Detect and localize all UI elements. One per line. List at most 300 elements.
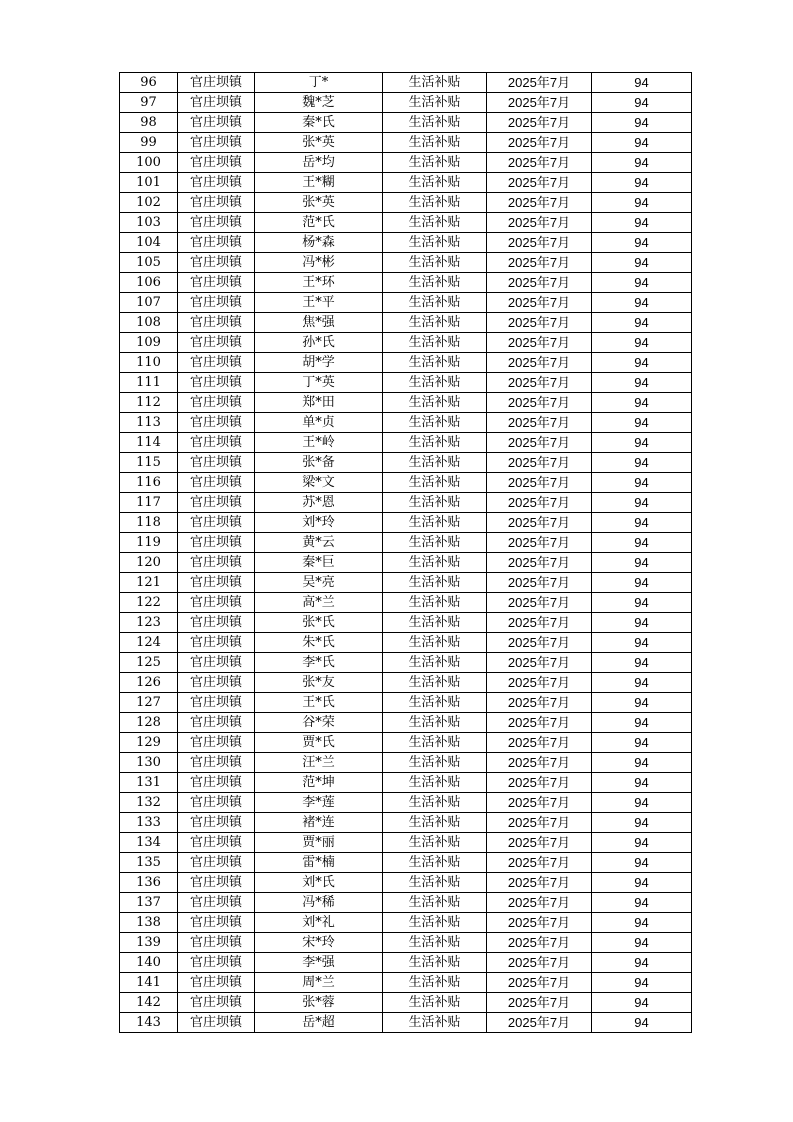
town-cell: 官庄坝镇 (178, 573, 255, 593)
month-cell: 2025年7月 (487, 353, 592, 373)
row-number-cell: 102 (120, 193, 178, 213)
table-row (120, 713, 692, 733)
person-name-cell: 单*贞 (255, 413, 383, 433)
subsidy-type-cell: 生活补贴 (383, 733, 487, 753)
amount-cell: 94 (592, 973, 692, 993)
row-number-cell: 115 (120, 453, 178, 473)
person-name-cell: 冯*彬 (255, 253, 383, 273)
month-cell: 2025年7月 (487, 553, 592, 573)
subsidy-type-cell: 生活补贴 (383, 313, 487, 333)
town-cell: 官庄坝镇 (178, 413, 255, 433)
person-name-cell: 张*氏 (255, 613, 383, 633)
amount-cell: 94 (592, 413, 692, 433)
month-cell: 2025年7月 (487, 413, 592, 433)
town-cell: 官庄坝镇 (178, 73, 255, 93)
amount-cell: 94 (592, 653, 692, 673)
row-number-cell: 133 (120, 813, 178, 833)
town-cell: 官庄坝镇 (178, 1013, 255, 1033)
amount-cell: 94 (592, 493, 692, 513)
row-number-cell: 96 (120, 73, 178, 93)
town-cell: 官庄坝镇 (178, 93, 255, 113)
town-cell: 官庄坝镇 (178, 133, 255, 153)
amount-cell: 94 (592, 613, 692, 633)
subsidy-type-cell: 生活补贴 (383, 153, 487, 173)
subsidy-type-cell: 生活补贴 (383, 653, 487, 673)
row-number-cell: 123 (120, 613, 178, 633)
month-cell: 2025年7月 (487, 953, 592, 973)
month-cell: 2025年7月 (487, 833, 592, 853)
subsidy-type-cell: 生活补贴 (383, 633, 487, 653)
amount-cell: 94 (592, 153, 692, 173)
month-cell: 2025年7月 (487, 913, 592, 933)
month-cell: 2025年7月 (487, 453, 592, 473)
town-cell: 官庄坝镇 (178, 873, 255, 893)
person-name-cell: 苏*恩 (255, 493, 383, 513)
subsidy-type-cell: 生活补贴 (383, 93, 487, 113)
town-cell: 官庄坝镇 (178, 553, 255, 573)
table-row (120, 873, 692, 893)
row-number-cell: 142 (120, 993, 178, 1013)
amount-cell: 94 (592, 333, 692, 353)
month-cell: 2025年7月 (487, 853, 592, 873)
table-row (120, 373, 692, 393)
subsidy-type-cell: 生活补贴 (383, 533, 487, 553)
amount-cell: 94 (592, 433, 692, 453)
person-name-cell: 褚*连 (255, 813, 383, 833)
row-number-cell: 114 (120, 433, 178, 453)
town-cell: 官庄坝镇 (178, 833, 255, 853)
subsidy-type-cell: 生活补贴 (383, 613, 487, 633)
town-cell: 官庄坝镇 (178, 673, 255, 693)
table-row (120, 253, 692, 273)
row-number-cell: 106 (120, 273, 178, 293)
subsidy-type-cell: 生活补贴 (383, 893, 487, 913)
town-cell: 官庄坝镇 (178, 733, 255, 753)
town-cell: 官庄坝镇 (178, 893, 255, 913)
person-name-cell: 王*环 (255, 273, 383, 293)
month-cell: 2025年7月 (487, 633, 592, 653)
table-row (120, 833, 692, 853)
person-name-cell: 高*兰 (255, 593, 383, 613)
month-cell: 2025年7月 (487, 533, 592, 553)
person-name-cell: 梁*文 (255, 473, 383, 493)
amount-cell: 94 (592, 73, 692, 93)
month-cell: 2025年7月 (487, 713, 592, 733)
person-name-cell: 宋*玲 (255, 933, 383, 953)
person-name-cell: 汪*兰 (255, 753, 383, 773)
row-number-cell: 128 (120, 713, 178, 733)
table-row (120, 273, 692, 293)
subsidy-type-cell: 生活补贴 (383, 853, 487, 873)
person-name-cell: 王*平 (255, 293, 383, 313)
subsidy-type-cell: 生活补贴 (383, 673, 487, 693)
person-name-cell: 孙*氏 (255, 333, 383, 353)
table-row (120, 493, 692, 513)
town-cell: 官庄坝镇 (178, 233, 255, 253)
table-row (120, 733, 692, 753)
table-row (120, 233, 692, 253)
table-row (120, 633, 692, 653)
subsidy-type-cell: 生活补贴 (383, 193, 487, 213)
subsidy-type-cell: 生活补贴 (383, 73, 487, 93)
month-cell: 2025年7月 (487, 773, 592, 793)
person-name-cell: 雷*楠 (255, 853, 383, 873)
subsidy-type-cell: 生活补贴 (383, 693, 487, 713)
row-number-cell: 125 (120, 653, 178, 673)
town-cell: 官庄坝镇 (178, 193, 255, 213)
row-number-cell: 98 (120, 113, 178, 133)
table-row (120, 793, 692, 813)
month-cell: 2025年7月 (487, 333, 592, 353)
town-cell: 官庄坝镇 (178, 693, 255, 713)
person-name-cell: 刘*礼 (255, 913, 383, 933)
table-row (120, 913, 692, 933)
table-row (120, 133, 692, 153)
subsidy-type-cell: 生活补贴 (383, 713, 487, 733)
subsidy-table (119, 72, 692, 1033)
table-row (120, 173, 692, 193)
person-name-cell: 范*坤 (255, 773, 383, 793)
table-row (120, 413, 692, 433)
month-cell: 2025年7月 (487, 233, 592, 253)
row-number-cell: 101 (120, 173, 178, 193)
amount-cell: 94 (592, 93, 692, 113)
month-cell: 2025年7月 (487, 1013, 592, 1033)
row-number-cell: 134 (120, 833, 178, 853)
person-name-cell: 周*兰 (255, 973, 383, 993)
month-cell: 2025年7月 (487, 933, 592, 953)
month-cell: 2025年7月 (487, 273, 592, 293)
month-cell: 2025年7月 (487, 573, 592, 593)
amount-cell: 94 (592, 793, 692, 813)
row-number-cell: 104 (120, 233, 178, 253)
table-row (120, 973, 692, 993)
subsidy-type-cell: 生活补贴 (383, 293, 487, 313)
table-row (120, 653, 692, 673)
row-number-cell: 135 (120, 853, 178, 873)
subsidy-type-cell: 生活补贴 (383, 953, 487, 973)
table-row (120, 573, 692, 593)
table-row (120, 933, 692, 953)
town-cell: 官庄坝镇 (178, 593, 255, 613)
row-number-cell: 117 (120, 493, 178, 513)
amount-cell: 94 (592, 993, 692, 1013)
amount-cell: 94 (592, 313, 692, 333)
amount-cell: 94 (592, 533, 692, 553)
amount-cell: 94 (592, 933, 692, 953)
town-cell: 官庄坝镇 (178, 493, 255, 513)
town-cell: 官庄坝镇 (178, 113, 255, 133)
table-row (120, 693, 692, 713)
month-cell: 2025年7月 (487, 793, 592, 813)
table-row (120, 213, 692, 233)
amount-cell: 94 (592, 273, 692, 293)
amount-cell: 94 (592, 113, 692, 133)
person-name-cell: 刘*玲 (255, 513, 383, 533)
row-number-cell: 141 (120, 973, 178, 993)
row-number-cell: 143 (120, 1013, 178, 1033)
person-name-cell: 贾*氏 (255, 733, 383, 753)
amount-cell: 94 (592, 713, 692, 733)
row-number-cell: 108 (120, 313, 178, 333)
amount-cell: 94 (592, 773, 692, 793)
town-cell: 官庄坝镇 (178, 993, 255, 1013)
table-row (120, 853, 692, 873)
town-cell: 官庄坝镇 (178, 173, 255, 193)
town-cell: 官庄坝镇 (178, 393, 255, 413)
subsidy-type-cell: 生活补贴 (383, 1013, 487, 1033)
table-row (120, 93, 692, 113)
row-number-cell: 103 (120, 213, 178, 233)
town-cell: 官庄坝镇 (178, 433, 255, 453)
month-cell: 2025年7月 (487, 73, 592, 93)
person-name-cell: 焦*强 (255, 313, 383, 333)
row-number-cell: 118 (120, 513, 178, 533)
amount-cell: 94 (592, 133, 692, 153)
person-name-cell: 吴*亮 (255, 573, 383, 593)
amount-cell: 94 (592, 253, 692, 273)
month-cell: 2025年7月 (487, 893, 592, 913)
month-cell: 2025年7月 (487, 873, 592, 893)
person-name-cell: 黄*云 (255, 533, 383, 553)
row-number-cell: 137 (120, 893, 178, 913)
amount-cell: 94 (592, 293, 692, 313)
town-cell: 官庄坝镇 (178, 453, 255, 473)
person-name-cell: 谷*荣 (255, 713, 383, 733)
amount-cell: 94 (592, 633, 692, 653)
person-name-cell: 张*备 (255, 453, 383, 473)
amount-cell: 94 (592, 733, 692, 753)
subsidy-type-cell: 生活补贴 (383, 933, 487, 953)
amount-cell: 94 (592, 233, 692, 253)
subsidy-type-cell: 生活补贴 (383, 753, 487, 773)
town-cell: 官庄坝镇 (178, 273, 255, 293)
month-cell: 2025年7月 (487, 193, 592, 213)
amount-cell: 94 (592, 193, 692, 213)
row-number-cell: 126 (120, 673, 178, 693)
month-cell: 2025年7月 (487, 133, 592, 153)
subsidy-type-cell: 生活补贴 (383, 253, 487, 273)
month-cell: 2025年7月 (487, 473, 592, 493)
row-number-cell: 138 (120, 913, 178, 933)
person-name-cell: 张*友 (255, 673, 383, 693)
town-cell: 官庄坝镇 (178, 633, 255, 653)
month-cell: 2025年7月 (487, 693, 592, 713)
amount-cell: 94 (592, 353, 692, 373)
town-cell: 官庄坝镇 (178, 513, 255, 533)
table-row (120, 553, 692, 573)
month-cell: 2025年7月 (487, 433, 592, 453)
month-cell: 2025年7月 (487, 173, 592, 193)
table-row (120, 313, 692, 333)
person-name-cell: 魏*芝 (255, 93, 383, 113)
town-cell: 官庄坝镇 (178, 933, 255, 953)
person-name-cell: 张*英 (255, 133, 383, 153)
table-row (120, 393, 692, 413)
person-name-cell: 刘*氏 (255, 873, 383, 893)
month-cell: 2025年7月 (487, 753, 592, 773)
town-cell: 官庄坝镇 (178, 793, 255, 813)
person-name-cell: 范*氏 (255, 213, 383, 233)
month-cell: 2025年7月 (487, 253, 592, 273)
person-name-cell: 朱*氏 (255, 633, 383, 653)
town-cell: 官庄坝镇 (178, 973, 255, 993)
person-name-cell: 秦*巨 (255, 553, 383, 573)
amount-cell: 94 (592, 573, 692, 593)
town-cell: 官庄坝镇 (178, 473, 255, 493)
month-cell: 2025年7月 (487, 813, 592, 833)
town-cell: 官庄坝镇 (178, 913, 255, 933)
amount-cell: 94 (592, 893, 692, 913)
subsidy-type-cell: 生活补贴 (383, 593, 487, 613)
amount-cell: 94 (592, 813, 692, 833)
month-cell: 2025年7月 (487, 653, 592, 673)
subsidy-type-cell: 生活补贴 (383, 133, 487, 153)
table-row (120, 953, 692, 973)
table-row (120, 153, 692, 173)
subsidy-type-cell: 生活补贴 (383, 333, 487, 353)
town-cell: 官庄坝镇 (178, 773, 255, 793)
subsidy-type-cell: 生活补贴 (383, 213, 487, 233)
row-number-cell: 131 (120, 773, 178, 793)
row-number-cell: 140 (120, 953, 178, 973)
person-name-cell: 杨*森 (255, 233, 383, 253)
person-name-cell: 丁* (255, 73, 383, 93)
month-cell: 2025年7月 (487, 993, 592, 1013)
amount-cell: 94 (592, 1013, 692, 1033)
table-row (120, 993, 692, 1013)
table-row (120, 1013, 692, 1033)
subsidy-type-cell: 生活补贴 (383, 233, 487, 253)
amount-cell: 94 (592, 753, 692, 773)
amount-cell: 94 (592, 373, 692, 393)
subsidy-type-cell: 生活补贴 (383, 413, 487, 433)
month-cell: 2025年7月 (487, 493, 592, 513)
subsidy-type-cell: 生活补贴 (383, 493, 487, 513)
table-row (120, 673, 692, 693)
subsidy-type-cell: 生活补贴 (383, 273, 487, 293)
subsidy-type-cell: 生活补贴 (383, 813, 487, 833)
subsidy-type-cell: 生活补贴 (383, 453, 487, 473)
table-row (120, 533, 692, 553)
amount-cell: 94 (592, 553, 692, 573)
town-cell: 官庄坝镇 (178, 853, 255, 873)
person-name-cell: 李*强 (255, 953, 383, 973)
row-number-cell: 120 (120, 553, 178, 573)
person-name-cell: 贾*丽 (255, 833, 383, 853)
row-number-cell: 113 (120, 413, 178, 433)
table-row (120, 613, 692, 633)
town-cell: 官庄坝镇 (178, 153, 255, 173)
table-row (120, 333, 692, 353)
month-cell: 2025年7月 (487, 293, 592, 313)
table-row (120, 753, 692, 773)
row-number-cell: 124 (120, 633, 178, 653)
person-name-cell: 岳*超 (255, 1013, 383, 1033)
person-name-cell: 岳*均 (255, 153, 383, 173)
town-cell: 官庄坝镇 (178, 293, 255, 313)
table-row (120, 73, 692, 93)
row-number-cell: 116 (120, 473, 178, 493)
table-row (120, 353, 692, 373)
month-cell: 2025年7月 (487, 373, 592, 393)
row-number-cell: 127 (120, 693, 178, 713)
month-cell: 2025年7月 (487, 113, 592, 133)
table-row (120, 293, 692, 313)
person-name-cell: 王*糊 (255, 173, 383, 193)
row-number-cell: 109 (120, 333, 178, 353)
table-row (120, 893, 692, 913)
town-cell: 官庄坝镇 (178, 953, 255, 973)
month-cell: 2025年7月 (487, 93, 592, 113)
person-name-cell: 王*氏 (255, 693, 383, 713)
month-cell: 2025年7月 (487, 613, 592, 633)
amount-cell: 94 (592, 393, 692, 413)
month-cell: 2025年7月 (487, 673, 592, 693)
town-cell: 官庄坝镇 (178, 533, 255, 553)
table-body (120, 73, 692, 1033)
person-name-cell: 丁*英 (255, 373, 383, 393)
subsidy-type-cell: 生活补贴 (383, 553, 487, 573)
subsidy-type-cell: 生活补贴 (383, 833, 487, 853)
subsidy-type-cell: 生活补贴 (383, 793, 487, 813)
subsidy-type-cell: 生活补贴 (383, 513, 487, 533)
person-name-cell: 张*蓉 (255, 993, 383, 1013)
subsidy-type-cell: 生活补贴 (383, 393, 487, 413)
amount-cell: 94 (592, 873, 692, 893)
amount-cell: 94 (592, 693, 692, 713)
amount-cell: 94 (592, 473, 692, 493)
month-cell: 2025年7月 (487, 733, 592, 753)
subsidy-type-cell: 生活补贴 (383, 773, 487, 793)
town-cell: 官庄坝镇 (178, 253, 255, 273)
row-number-cell: 112 (120, 393, 178, 413)
subsidy-type-cell: 生活补贴 (383, 473, 487, 493)
table-row (120, 453, 692, 473)
town-cell: 官庄坝镇 (178, 333, 255, 353)
town-cell: 官庄坝镇 (178, 613, 255, 633)
amount-cell: 94 (592, 833, 692, 853)
subsidy-type-cell: 生活补贴 (383, 433, 487, 453)
amount-cell: 94 (592, 913, 692, 933)
subsidy-type-cell: 生活补贴 (383, 113, 487, 133)
row-number-cell: 136 (120, 873, 178, 893)
row-number-cell: 105 (120, 253, 178, 273)
row-number-cell: 132 (120, 793, 178, 813)
table-row (120, 193, 692, 213)
amount-cell: 94 (592, 953, 692, 973)
table-row (120, 513, 692, 533)
subsidy-type-cell: 生活补贴 (383, 913, 487, 933)
month-cell: 2025年7月 (487, 393, 592, 413)
table-row (120, 813, 692, 833)
table-row (120, 773, 692, 793)
month-cell: 2025年7月 (487, 213, 592, 233)
row-number-cell: 121 (120, 573, 178, 593)
table-row (120, 593, 692, 613)
person-name-cell: 李*莲 (255, 793, 383, 813)
subsidy-type-cell: 生活补贴 (383, 373, 487, 393)
town-cell: 官庄坝镇 (178, 653, 255, 673)
row-number-cell: 99 (120, 133, 178, 153)
amount-cell: 94 (592, 853, 692, 873)
month-cell: 2025年7月 (487, 153, 592, 173)
subsidy-type-cell: 生活补贴 (383, 573, 487, 593)
town-cell: 官庄坝镇 (178, 313, 255, 333)
subsidy-type-cell: 生活补贴 (383, 973, 487, 993)
person-name-cell: 王*岭 (255, 433, 383, 453)
subsidy-type-cell: 生活补贴 (383, 353, 487, 373)
